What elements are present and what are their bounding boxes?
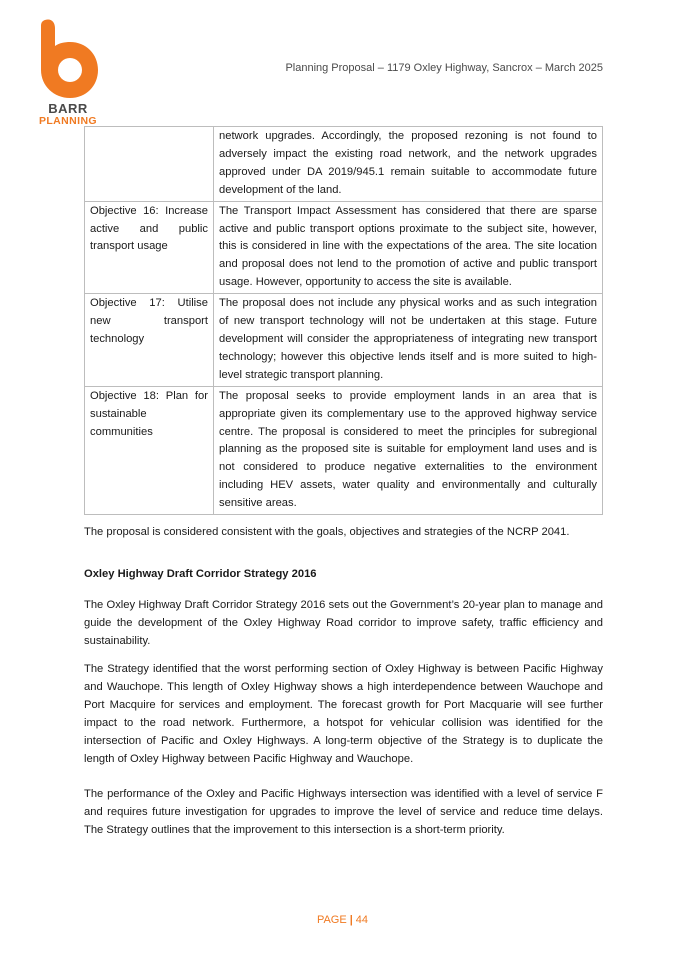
response-cell: The Transport Impact Assessment has considered that there are sparse active and public transport options proximate to the subject site, however, this is considered in line with the expectations of the area. The site location and proposal does not lend to the promotion of active and public transport usage. However, opportunity to access the site is available. <box>214 201 603 294</box>
document-header-title: Planning Proposal – 1179 Oxley Highway, Sancrox – March 2025 <box>285 62 603 74</box>
brand-name-planning: PLANNING <box>38 115 98 127</box>
objective-cell: Objective 17: Utilise new transport technology <box>85 294 214 387</box>
response-cell: The proposal seeks to provide employment lands in an area that is appropriate given its complementary use to the approved highway service centre. The proposal is considered to meet the principles for subregional planning as the proposed site is suitable for employment land uses and is not considered to produce negative externalities to the environment including HEV assets, water quality and environmentally and culturally sensitive areas. <box>214 386 603 514</box>
table-row <box>85 127 603 202</box>
table-row <box>85 386 603 514</box>
table-row <box>85 294 603 387</box>
brand-logo <box>33 18 103 128</box>
response-cell: The proposal does not include any physical works and as such integration of new transport technology will not be undertaken at this stage. Future development will consider the appropriateness of integrating new transport technology; however this objective lends itself and is more suited to high-level strategic transport planning. <box>214 294 603 387</box>
paragraph-worst-section: The Strategy identified that the worst performing section of Oxley Highway is between Pacific Highway and Wauchope. This length of Oxley Highway shows a high interdependence between Wauchope and Port Macquire for services and employment. The forecast growth for Port Macquarie will see further impact to the road network. Furthermore, a hotspot for vehicular collision was identified for the intersection of Pacific and Oxley Highways. A long-term objective of the Strategy is to duplicate the length of Oxley Highway between Pacific Highway and Wauchope. <box>84 663 603 765</box>
section-heading: Oxley Highway Draft Corridor Strategy 2016 <box>84 568 317 580</box>
footer-separator: | <box>349 914 353 926</box>
page-footer <box>0 914 685 926</box>
paragraph-strategy-overview: The Oxley Highway Draft Corridor Strategy 2016 sets out the Government’s 20-year plan to manage and guide the development of the Oxley Highway Road corridor to improve safety, traffic efficiency and sustainability. <box>84 599 603 647</box>
brand-name-barr: BARR <box>48 101 88 116</box>
objectives-table <box>84 126 603 515</box>
paragraph-intersection-performance: The performance of the Oxley and Pacific Highways intersection was identified with a level of service F and requires future investigation for upgrades to improve the level of service and reduce time delays. The Strategy outlines that the improvement to this intersection is a short-term priority. <box>84 788 603 836</box>
objective-cell: Objective 16: Increase active and public transport usage <box>85 201 214 294</box>
objective-cell: Objective 18: Plan for sustainable communities <box>85 386 214 514</box>
consistency-statement: The proposal is considered consistent with the goals, objectives and strategies of the NCRP 2041. <box>84 526 570 538</box>
footer-page-label: PAGE <box>316 914 347 926</box>
barr-b-logo-icon <box>33 18 103 102</box>
table-row <box>85 201 603 294</box>
objective-cell <box>85 127 214 202</box>
response-cell: network upgrades. Accordingly, the proposed rezoning is not found to adversely impact the existing road network, and the network upgrades approved under DA 2019/945.1 remain suitable to accommodate future development of the land. <box>214 127 603 202</box>
footer-page-number: 44 <box>355 914 369 926</box>
